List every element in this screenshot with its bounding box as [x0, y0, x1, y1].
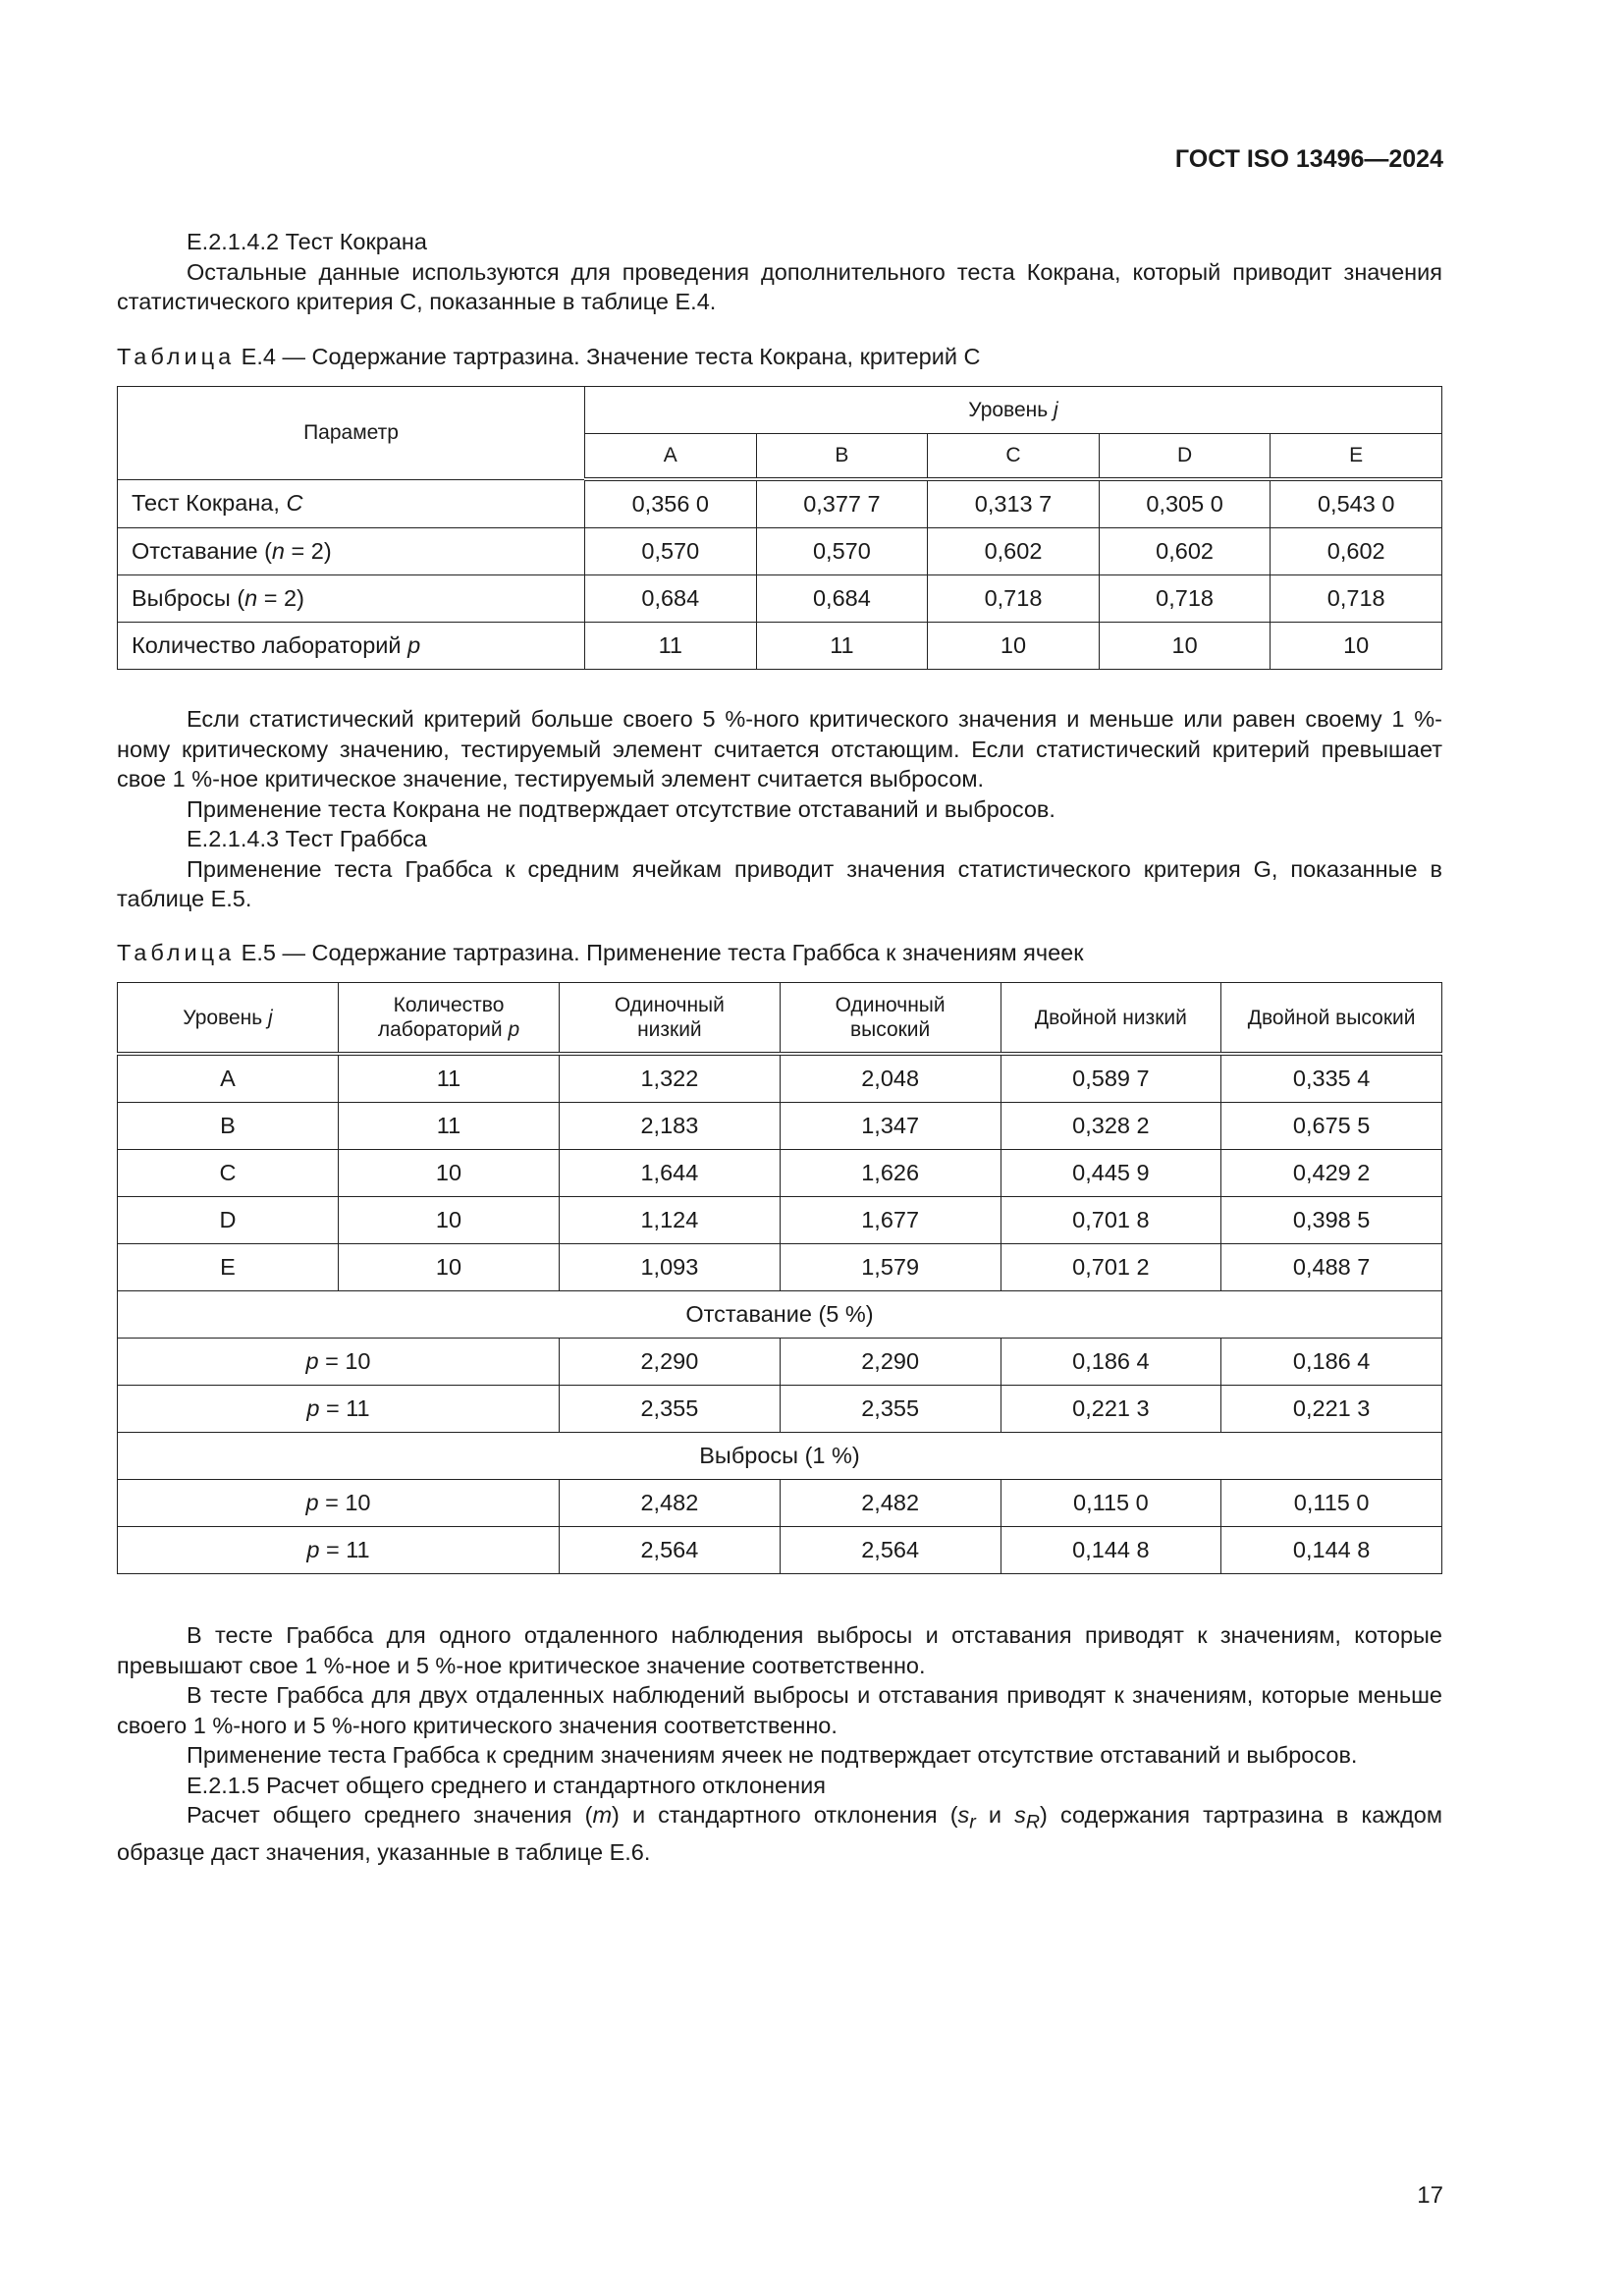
cell: 0,701 2 [1001, 1244, 1221, 1291]
cell: 0,328 2 [1001, 1103, 1221, 1150]
cell: 10 [339, 1244, 560, 1291]
table-row [118, 1054, 1442, 1103]
table-row [118, 1339, 1442, 1386]
cell: 0,701 8 [1001, 1197, 1221, 1244]
table-header-row [118, 983, 1442, 1055]
table-e5 [117, 982, 1442, 1574]
table-row [118, 575, 1442, 623]
cell: 2,048 [780, 1054, 1001, 1103]
table-row [118, 1527, 1442, 1574]
cell: 0,186 4 [1221, 1339, 1442, 1386]
cell: 0,543 0 [1271, 479, 1442, 528]
cell: 11 [339, 1103, 560, 1150]
cell: 1,093 [560, 1244, 781, 1291]
row-label: Выбросы (n = 2) [118, 575, 585, 623]
cell: 0,144 8 [1001, 1527, 1221, 1574]
cell: B [118, 1103, 339, 1150]
cell: D [118, 1197, 339, 1244]
cell: 1,626 [780, 1150, 1001, 1197]
cell: 0,186 4 [1001, 1339, 1221, 1386]
caption-word: Таблица [117, 940, 236, 965]
double-low-header: Двойной низкий [1001, 983, 1221, 1055]
paragraph: В тесте Граббса для двух отдаленных наблюдений выбросы и отставания приводят к значениям, которые меньше своего 1 %-ного и 5 %-ного критического значения соответственно. [117, 1682, 1442, 1738]
section-grubbs [117, 704, 1442, 914]
level-header: Уровень j [585, 387, 1442, 434]
row-label: Тест Кокрана, C [118, 479, 585, 528]
level-header: Уровень j [118, 983, 339, 1055]
paragraph: Остальные данные используются для проведения дополнительного теста Кокрана, который приводит значения статистического критерия С, показанные в таблице Е.4. [117, 258, 1442, 314]
cell: 0,221 3 [1221, 1386, 1442, 1433]
cell: 2,482 [560, 1480, 781, 1527]
single-high-header: Одиночный высокий [780, 983, 1001, 1055]
table-row [118, 1480, 1442, 1527]
labs-header: Количество лабораторий p [339, 983, 560, 1055]
table-row [118, 1244, 1442, 1291]
cell: 2,290 [560, 1339, 781, 1386]
level-e: E [1271, 434, 1442, 480]
cell: 0,589 7 [1001, 1054, 1221, 1103]
cell: 0,445 9 [1001, 1150, 1221, 1197]
cell: 2,183 [560, 1103, 781, 1150]
cell: 2,482 [780, 1480, 1001, 1527]
group-header-row [118, 1433, 1442, 1480]
cell: 11 [585, 623, 757, 670]
cell: 1,644 [560, 1150, 781, 1197]
cell: 10 [339, 1150, 560, 1197]
cell: 0,718 [928, 575, 1100, 623]
table-row [118, 528, 1442, 575]
cell: 0,602 [928, 528, 1100, 575]
group-header-row [118, 1291, 1442, 1339]
cell: 10 [1271, 623, 1442, 670]
paragraph: Применение теста Граббса к средним значениям ячеек не подтверждает отсутствие отставаний и выбросов. [187, 1742, 1358, 1768]
table-row [118, 1103, 1442, 1150]
caption-text: Е.4 — Содержание тартразина. Значение теста Кокрана, критерий С [235, 344, 981, 369]
cell: 10 [1099, 623, 1271, 670]
cell: 0,684 [585, 575, 757, 623]
cell: 10 [339, 1197, 560, 1244]
paragraph: Если статистический критерий больше своего 5 %-ного критического значения и меньше или равен своему 1 %-ному критическому значению, тестируемый элемент считается отстающим. Если статистический критерий превышает свое 1 %-ное критическое значение, тестируемый элемент считается выбросом. [117, 706, 1442, 792]
cell: 1,124 [560, 1197, 781, 1244]
caption-text: Е.5 — Содержание тартразина. Применение теста Граббса к значениям ячеек [235, 940, 1084, 965]
row-label: p = 11 [118, 1527, 560, 1574]
cell: 0,115 0 [1001, 1480, 1221, 1527]
double-high-header: Двойной высокий [1221, 983, 1442, 1055]
cell: 2,564 [780, 1527, 1001, 1574]
level-b: B [756, 434, 928, 480]
cell: 0,115 0 [1221, 1480, 1442, 1527]
section-heading: Е.2.1.4.3 Тест Граббса [187, 826, 427, 851]
table-row [118, 1150, 1442, 1197]
level-a: A [585, 434, 757, 480]
cell: 0,684 [756, 575, 928, 623]
cell: E [118, 1244, 339, 1291]
row-label: p = 10 [118, 1480, 560, 1527]
cell: 0,398 5 [1221, 1197, 1442, 1244]
cell: 0,718 [1271, 575, 1442, 623]
table-e4 [117, 386, 1442, 670]
cell: 0,675 5 [1221, 1103, 1442, 1150]
row-label: Отставание (n = 2) [118, 528, 585, 575]
table-e4-caption [117, 342, 980, 371]
row-label: p = 10 [118, 1339, 560, 1386]
cell: 2,355 [560, 1386, 781, 1433]
cell: 0,221 3 [1001, 1386, 1221, 1433]
table-row [118, 1197, 1442, 1244]
caption-word: Таблица [117, 344, 236, 369]
table-row [118, 1386, 1442, 1433]
table-row [118, 479, 1442, 528]
cell: 0,356 0 [585, 479, 757, 528]
cell: 2,290 [780, 1339, 1001, 1386]
cell: 0,602 [1271, 528, 1442, 575]
outlier-group-header: Выбросы (1 %) [118, 1433, 1442, 1480]
cell: 11 [339, 1054, 560, 1103]
row-label: Количество лабораторий p [118, 623, 585, 670]
paragraph: Расчет общего среднего значения (m) и стандартного отклонения ($s_r$ и $s_R$) содержания тартразина в каждом образце даст значения, указанные в таблице Е.6. [117, 1802, 1443, 1866]
cell: 0,335 4 [1221, 1054, 1442, 1103]
cell: 0,488 7 [1221, 1244, 1442, 1291]
standard-header: ГОСТ ISO 13496—2024 [1174, 145, 1443, 173]
page-number: 17 [1417, 2182, 1443, 2209]
cell: 2,564 [560, 1527, 781, 1574]
level-d: D [1099, 434, 1271, 480]
section-mean-std [117, 1620, 1442, 1868]
cell: 10 [928, 623, 1100, 670]
cell: 1,677 [780, 1197, 1001, 1244]
table-row [118, 623, 1442, 670]
section-heading: Е.2.1.5 Расчет общего среднего и стандартного отклонения [187, 1772, 826, 1798]
cell: A [118, 1054, 339, 1103]
cell: 0,429 2 [1221, 1150, 1442, 1197]
cell: 0,377 7 [756, 479, 928, 528]
table-e5-caption [117, 938, 1084, 967]
row-label: p = 11 [118, 1386, 560, 1433]
paragraph: Применение теста Граббса к средним ячейкам приводит значения статистического критерия G, показанные в таблице Е.5. [117, 855, 1442, 911]
cell: C [118, 1150, 339, 1197]
section-cochran [117, 227, 1442, 317]
param-header: Параметр [118, 387, 585, 480]
cell: 0,602 [1099, 528, 1271, 575]
cell: 0,570 [756, 528, 928, 575]
cell: 1,347 [780, 1103, 1001, 1150]
cell: 0,570 [585, 528, 757, 575]
cell: 0,144 8 [1221, 1527, 1442, 1574]
cell: 1,322 [560, 1054, 781, 1103]
cell: 11 [756, 623, 928, 670]
table-header-row [118, 387, 1442, 434]
cell: 0,718 [1099, 575, 1271, 623]
level-c: C [928, 434, 1100, 480]
lag-group-header: Отставание (5 %) [118, 1291, 1442, 1339]
cell: 2,355 [780, 1386, 1001, 1433]
section-heading: Е.2.1.4.2 Тест Кокрана [187, 229, 427, 254]
cell: 0,305 0 [1099, 479, 1271, 528]
single-low-header: Одиночный низкий [560, 983, 781, 1055]
paragraph: Применение теста Кокрана не подтверждает отсутствие отставаний и выбросов. [187, 795, 1055, 822]
paragraph: В тесте Граббса для одного отдаленного наблюдения выбросы и отставания приводят к значениям, которые превышают свое 1 %-ное и 5 %-ное критическое значение соответственно. [117, 1622, 1442, 1678]
cell: 0,313 7 [928, 479, 1100, 528]
cell: 1,579 [780, 1244, 1001, 1291]
